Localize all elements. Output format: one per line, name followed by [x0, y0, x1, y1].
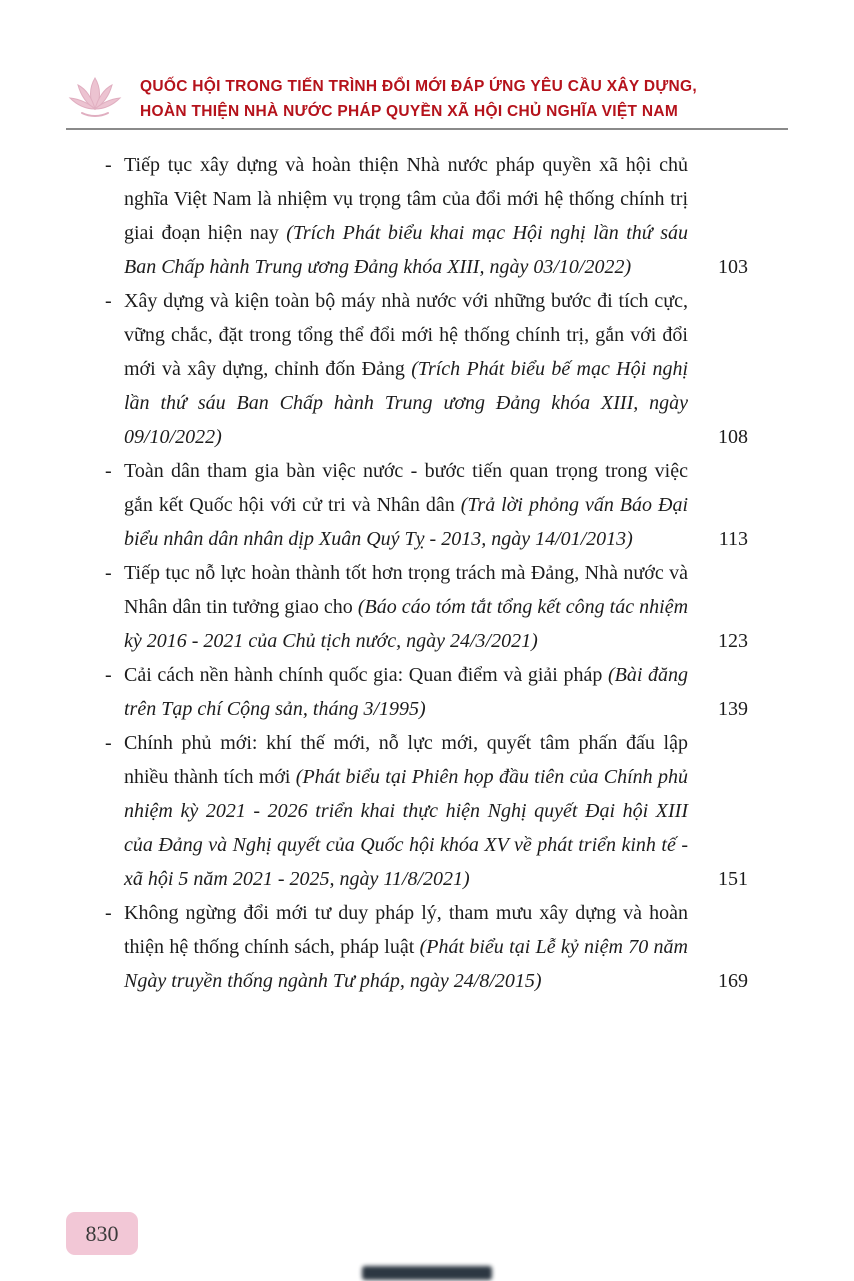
table-of-contents [105, 148, 748, 998]
header-divider [66, 128, 788, 130]
entry-page-number: 103 [718, 256, 748, 278]
entry-page-number: 123 [718, 630, 748, 652]
folio-page-number-text: 830 [85, 1220, 119, 1246]
toc-entry [105, 148, 748, 284]
entry-page-number: 139 [718, 698, 748, 720]
entry-dash: - [105, 664, 112, 686]
folio-page-number [66, 1212, 138, 1255]
entry-title: Không ngừng đổi mới tư duy pháp lý, tham mưu xây dựng và hoàn thiện hệ thống chính sách, pháp luật [124, 902, 688, 958]
entry-source: (Bài đăng trên Tạp chí Cộng sản, tháng 3/1995) [124, 664, 689, 720]
entry-page-number: 108 [718, 426, 748, 448]
toc-entry [105, 284, 748, 454]
toc-entry [105, 556, 748, 658]
entry-dash: - [105, 902, 112, 924]
book-title [140, 74, 697, 124]
entry-title: Xây dựng và kiện toàn bộ máy nhà nước với những bước đi tích cực, vững chắc, đặt trong tổng thể đổi mới hệ thống chính trị, gắn với đổi mới và xây dựng, chỉnh đốn Đảng [124, 290, 688, 380]
entry-title: Toàn dân tham gia bàn việc nước - bước tiến quan trọng trong việc gắn kết Quốc hội với cử tri và Nhân dân [124, 460, 688, 516]
entry-source: (Phát biểu tại Phiên họp đầu tiên của Chính phủ nhiệm kỳ 2021 - 2026 triển khai thực hiện Nghị quyết Đại hội XIII của Đảng và Nghị quyết của Quốc hội khóa XV về phát triển kinh tế - xã hội 5 năm 2021 - 2025, ngày 11/8/2021) [124, 766, 688, 890]
entry-source: (Trích Phát biểu khai mạc Hội nghị lần thứ sáu Ban Chấp hành Trung ương Đảng khóa XIII, ngày 03/10/2022) [124, 222, 689, 278]
book-title-line2: HOÀN THIỆN NHÀ NƯỚC PHÁP QUYỀN XÃ HỘI CHỦ NGHĨA VIỆT NAM [140, 103, 679, 120]
bottom-watermark [362, 1266, 492, 1280]
lotus-icon [68, 74, 122, 120]
entry-source: (Báo cáo tóm tắt tổng kết công tác nhiệm kỳ 2016 - 2021 của Chủ tịch nước, ngày 24/3/2021) [124, 596, 689, 652]
entry-dash: - [105, 154, 112, 176]
toc-entry [105, 726, 748, 896]
toc-entry [105, 658, 748, 726]
entry-dash: - [105, 460, 112, 482]
entry-page-number: 113 [718, 528, 748, 550]
entry-source: (Trích Phát biểu bế mạc Hội nghị lần thứ sáu Ban Chấp hành Trung ương Đảng khóa XIII, ngày 09/10/2022) [124, 358, 689, 448]
entry-source: (Phát biểu tại Lễ kỷ niệm 70 năm Ngày truyền thống ngành Tư pháp, ngày 24/8/2015) [124, 936, 689, 992]
entry-title: Tiếp tục xây dựng và hoàn thiện Nhà nước pháp quyền xã hội chủ nghĩa Việt Nam là nhiệm vụ trọng tâm của đổi mới hệ thống chính trị giai đoạn hiện nay [124, 154, 688, 244]
entry-title: Chính phủ mới: khí thế mới, nỗ lực mới, quyết tâm phấn đấu lập nhiều thành tích mới [124, 732, 688, 788]
entry-page-number: 169 [718, 970, 748, 992]
page-header [66, 66, 788, 128]
entry-dash: - [105, 562, 112, 584]
entry-title: Cải cách nền hành chính quốc gia: Quan điểm và giải pháp [124, 664, 603, 686]
toc-entry [105, 454, 748, 556]
entry-source: (Trả lời phỏng vấn Báo Đại biểu nhân dân nhân dịp Xuân Quý Tỵ - 2013, ngày 14/01/2013) [124, 494, 688, 550]
book-title-line1: QUỐC HỘI TRONG TIẾN TRÌNH ĐỔI MỚI ĐÁP ỨNG YÊU CẦU XÂY DỰNG, [140, 78, 697, 95]
entry-title: Tiếp tục nỗ lực hoàn thành tốt hơn trọng trách mà Đảng, Nhà nước và Nhân dân tin tưởng giao cho [124, 562, 688, 618]
entry-page-number: 151 [718, 868, 748, 890]
entry-dash: - [105, 732, 112, 754]
toc-entry [105, 896, 748, 998]
entry-dash: - [105, 290, 112, 312]
